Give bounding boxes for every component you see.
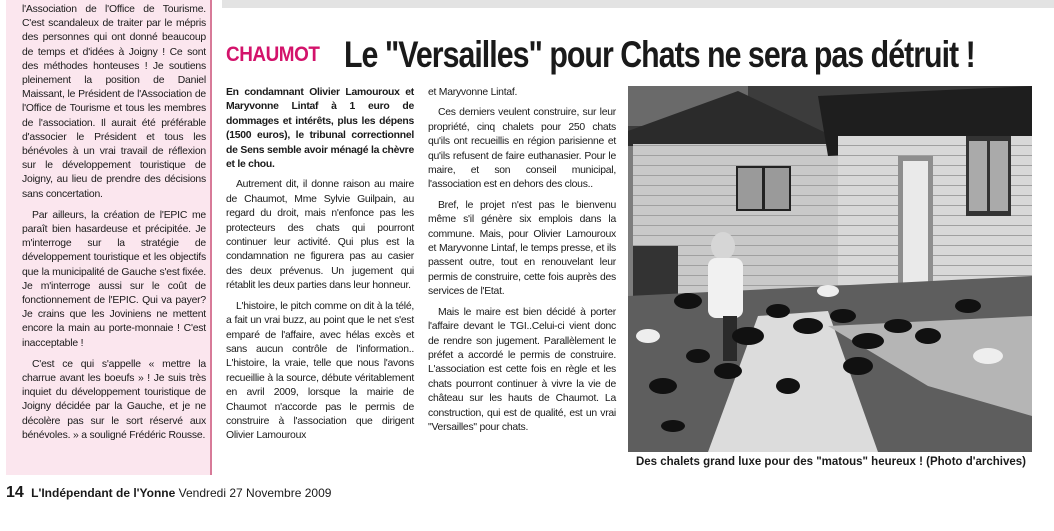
article-paragraph: Autrement dit, il donne raison au maire de Chaumot, Mme Sylvie Guilpain, au regard du droit, mais n'enfonce pas les protecteurs des chats qui pourront continuer leur activité. Qui plus est la condamnation ne figurera pas au casier des deux prévenus. Un jugement qui rétablit les deux parties dans leur honneur.: [226, 179, 414, 292]
article-column-2: [428, 86, 616, 476]
sidebar-paragraph: l'Association de l'Office de Tourisme. C'est scandaleux de traiter par le mépris des personnes qui ont donné beaucoup de temps et d'idées à Joigny ! Ce sont des méthodes honteuses ! Je soutiens pleinement la position de Daniel Maissant, le Président de l'Association de l'Office de Tourisme et tous les membres de l'association. Il aurait été préférable d'associer le Président et tous les bénévoles à un vrai travail de réflexion sur le développement touristique de Joigny, au lieu de prendre des décisions sans concertation.: [22, 4, 206, 200]
article-paragraph: Bref, le projet n'est pas le bienvenu même s'il génère six emplois dans la commune. Mais, pour Olivier Lamouroux et Maryvonne Lintaf, le temps presse, et ils passent outre, tout en renouvelant leur permis de construire, cette fois auprès des services de l'Etat.: [428, 199, 616, 298]
lead-paragraph: En condamnant Olivier Lamouroux et Maryvonne Lintaf à 1 euro de dommages et intérêts, plus les dépens (1500 euros), le tribunal correctionnel de Sens semble avoir ménagé la chèvre et le chou.: [226, 87, 414, 171]
article-body: [226, 86, 616, 476]
article-title: Le "Versailles" pour Chats ne sera pas détruit !: [343, 34, 975, 75]
photo-caption: Des chalets grand luxe pour des "matous" heureux ! (Photo d'archives): [635, 456, 1027, 468]
article-paragraph: Ces derniers veulent construire, sur leur propriété, cinq chalets pour 250 chats qu'ils ont recueillis en région parisienne et qu'ils refusent de faire euthanasier. Pour le maire, et son conseil municipal, l'association est en dehors des clous..: [428, 107, 616, 191]
issue-date: Vendredi 27 Novembre 2009: [178, 486, 332, 500]
section-kicker: CHAUMOT: [226, 43, 320, 66]
article-paragraph: Mais le maire est bien décidé à porter l'affaire devant le TGI..Celui-ci vient donc de rendre son jugement. Parallèlement le préfet a accordé le permis de construire. L'association est cette fois en règle et les chats pourront continuer à vivre la vie de château sur les hauts de Chaumot. La construction, qui est de qualité, est un vrai "Versailles" pour chats.: [428, 306, 616, 433]
headline: [226, 30, 1036, 80]
page-footer: [6, 484, 331, 502]
article-column-1: [226, 86, 414, 476]
article-photo: [628, 86, 1032, 452]
article-paragraph: L'histoire, le pitch comme on dit à la télé, a fait un vrai buzz, au point que le net s'est emparé de l'affaire, avec hélas excès et sans aucun contrôle de l'information.. L'histoire, la vraie, telle que nous l'avons recueillie à la source, débute véritablement en avril 2009, lorsque la mairie de Chaumot n'accorde pas le permis de construire à l'association que dirigent Olivier Lamouroux: [226, 300, 414, 442]
chalets-cats-photo: [628, 86, 1032, 452]
article-paragraph: et Maryvonne Lintaf.: [428, 87, 518, 98]
sidebar-paragraph: Par ailleurs, la création de l'EPIC me paraît bien hasardeuse et précipitée. Je m'interroge sur la stratégie de développement touristique et les objectifs que la municipalité de Gauche s'est fixée. Je m'interroge aussi sur le coût de fonctionnement de l'EPIC. Qui va payer? Je crains que les Joviniens ne mettent encore la main au porte-monnaie ! C'est inacceptable !: [22, 209, 206, 349]
sidebar-paragraph: C'est ce qui s'appelle « mettre la charrue avant les boeufs » ! Je suis très inquiet du développement touristique de Joigny décidée par la Gauche, et je ne décolère pas sur le sort réservé aux bénévoles. » a souligné Frédéric Rousse.: [22, 358, 206, 441]
top-rule: [222, 0, 1054, 8]
sidebar-article: [6, 0, 212, 475]
page-number: 14: [6, 484, 24, 501]
newspaper-name: L'Indépendant de l'Yonne: [31, 486, 176, 500]
